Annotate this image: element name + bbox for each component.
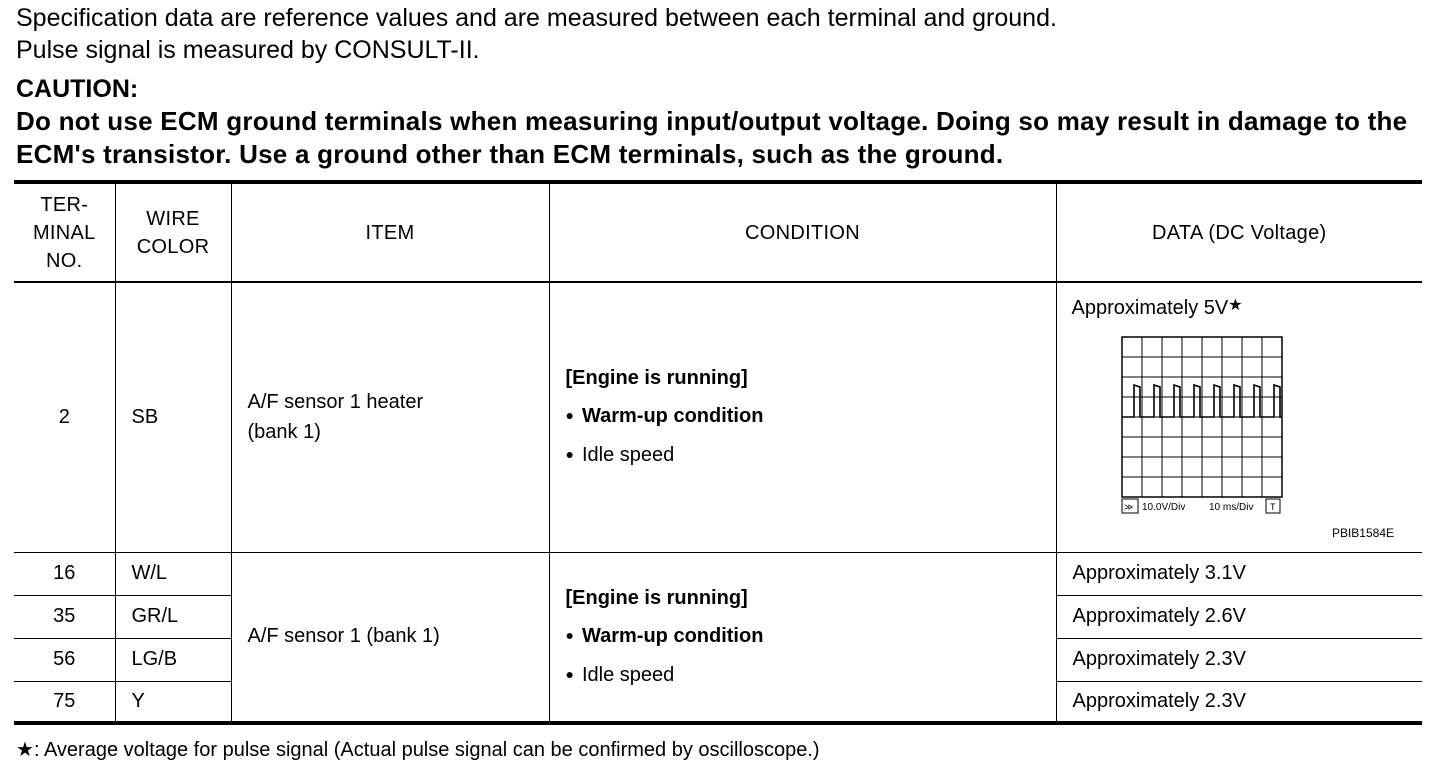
condition-cell bbox=[549, 552, 1056, 723]
intro-text bbox=[16, 2, 1426, 66]
table-row bbox=[14, 552, 1422, 595]
terminal-cell: 35 bbox=[14, 595, 115, 638]
table-row bbox=[14, 282, 1422, 552]
data-cell: Approximately 3.1V bbox=[1056, 552, 1422, 595]
header-condition: CONDITION bbox=[549, 182, 1056, 282]
item-cell: A/F sensor 1 heater (bank 1) bbox=[231, 282, 549, 552]
caution-heading: CAUTION: bbox=[16, 75, 139, 103]
condition-bullet: ● Idle speed bbox=[566, 436, 1056, 475]
condition-bullet: ● Warm-up condition bbox=[566, 617, 1056, 656]
item-cell: A/F sensor 1 (bank 1) bbox=[231, 552, 549, 723]
scope-run-icon: ≫ bbox=[1123, 502, 1133, 512]
data-value: Approximately 5V★ bbox=[1071, 297, 1243, 319]
condition-bullet: ● Idle speed bbox=[566, 656, 1056, 695]
wire-color-cell: Y bbox=[115, 681, 231, 723]
data-cell: Approximately 2.3V bbox=[1056, 681, 1422, 723]
wire-color-cell: LG/B bbox=[115, 638, 231, 681]
wire-color-cell: W/L bbox=[115, 552, 231, 595]
oscilloscope-waveform-image bbox=[1120, 335, 1284, 515]
footnote bbox=[16, 736, 820, 764]
condition-title: [Engine is running] bbox=[565, 367, 748, 390]
intro-line-2: Pulse signal is measured by CONSULT-II. bbox=[16, 36, 480, 64]
data-cell: Approximately 2.3V bbox=[1056, 638, 1422, 681]
terminal-cell: 75 bbox=[14, 681, 115, 723]
star-mark: ★ bbox=[16, 739, 34, 761]
terminal-spec-table bbox=[14, 180, 1422, 725]
scope-volts-label: 10.0V/Div bbox=[1141, 502, 1185, 513]
footnote-text: : Average voltage for pulse signal (Actual pulse signal can be confirmed by oscilloscope.) bbox=[33, 739, 820, 761]
header-terminal-no: TER- MINAL NO. bbox=[14, 182, 115, 282]
condition-title: [Engine is running] bbox=[565, 586, 748, 609]
wire-color-cell: GR/L bbox=[115, 595, 231, 638]
figure-id: PBIB1584E bbox=[1331, 525, 1394, 540]
data-cell bbox=[1056, 282, 1422, 552]
data-cell: Approximately 2.6V bbox=[1056, 595, 1422, 638]
scope-trigger-icon: T bbox=[1269, 502, 1275, 512]
intro-line-1: Specification data are reference values and are measured between each terminal and ground. bbox=[16, 4, 1057, 32]
condition-bullet: ● Warm-up condition bbox=[566, 397, 1056, 436]
terminal-cell: 56 bbox=[14, 638, 115, 681]
star-mark: ★ bbox=[1228, 297, 1243, 314]
wire-color-cell: SB bbox=[115, 282, 231, 552]
header-wire-color: WIRE COLOR bbox=[115, 182, 231, 282]
caution-text: Do not use ECM ground terminals when measuring input/output voltage. Doing so may result in damage to the ECM's transistor. Use a ground other than ECM terminals, such as the ground. bbox=[16, 106, 1408, 169]
header-data: DATA (DC Voltage) bbox=[1056, 182, 1422, 282]
scope-time-label: 10 ms/Div bbox=[1208, 502, 1253, 513]
table-header-row bbox=[14, 182, 1422, 282]
header-item: ITEM bbox=[231, 182, 549, 282]
terminal-cell: 2 bbox=[14, 282, 115, 552]
terminal-cell: 16 bbox=[14, 552, 115, 595]
condition-cell bbox=[549, 282, 1056, 552]
